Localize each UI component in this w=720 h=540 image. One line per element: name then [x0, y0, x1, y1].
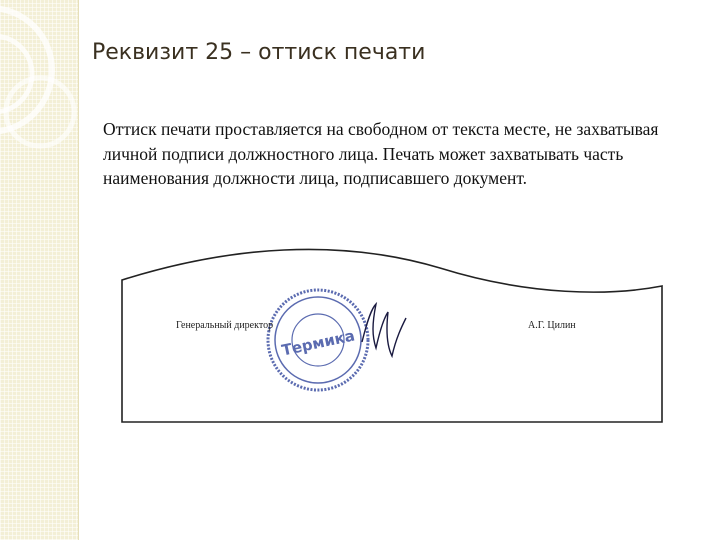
slide-title: Реквизит 25 – оттиск печати [92, 40, 426, 65]
svg-text:Термика: Термика [280, 326, 357, 360]
document-example [110, 238, 670, 438]
signer-name: А.Г. Цилин [528, 320, 576, 331]
body-paragraph: Оттиск печати проставляется на свободном от текста месте, не захватывая личной подписи должностного лица. Печать может захватывать часть наименования должности лица, подписавшего документ. [103, 119, 659, 188]
decorative-side-strip [0, 0, 79, 540]
document-sheet [110, 238, 670, 433]
position-label: Генеральный директор [176, 320, 274, 331]
decorative-circles [0, 0, 78, 540]
